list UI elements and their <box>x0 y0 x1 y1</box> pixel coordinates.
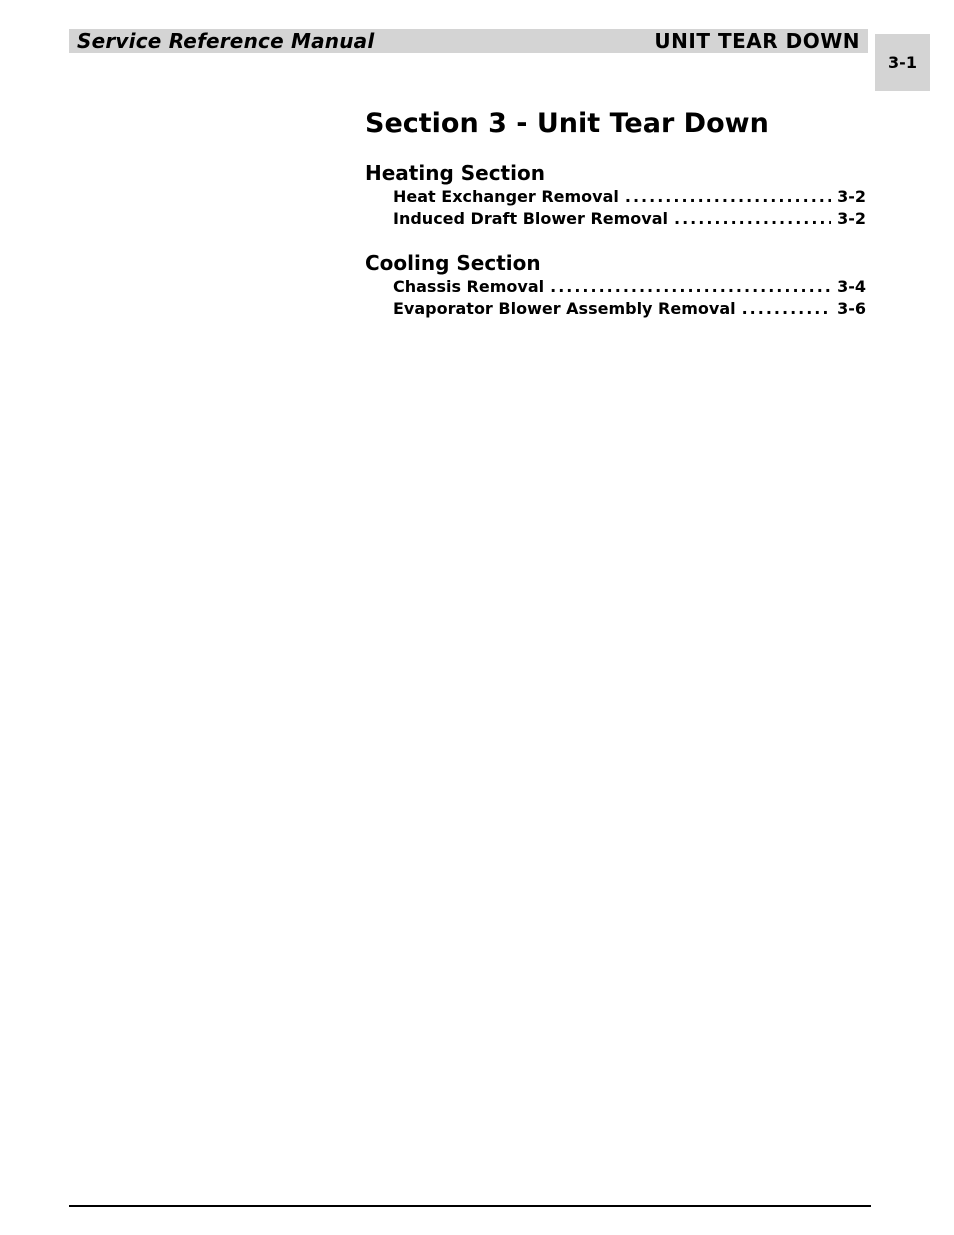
toc-group-heating <box>365 160 866 230</box>
toc-dot-leader <box>625 186 831 208</box>
toc-entry-induced-draft-blower-removal[interactable] <box>393 208 866 230</box>
toc-entry-evaporator-blower-assembly-removal[interactable] <box>393 298 866 320</box>
toc-entry-label: Induced Draft Blower Removal <box>393 209 669 228</box>
toc-entry-label: Heat Exchanger Removal <box>393 187 619 206</box>
toc-entry-page: 3-2 <box>837 187 866 206</box>
toc-group-cooling <box>365 250 866 320</box>
toc-dot-leader <box>550 276 831 298</box>
toc-entry-label: Evaporator Blower Assembly Removal <box>393 299 736 318</box>
toc-entry-label: Chassis Removal <box>393 277 545 296</box>
chapter-title: UNIT TEAR DOWN <box>654 29 860 53</box>
toc-entry-page: 3-2 <box>837 209 866 228</box>
toc-dot-leader <box>742 298 832 320</box>
toc-entry-page: 3-4 <box>837 277 866 296</box>
manual-title: Service Reference Manual <box>77 29 375 53</box>
table-of-contents <box>365 106 866 340</box>
toc-entry-chassis-removal[interactable] <box>393 276 866 298</box>
running-header <box>69 29 868 53</box>
toc-entry-heat-exchanger-removal[interactable] <box>393 186 866 208</box>
toc-dot-leader <box>674 208 831 230</box>
toc-entry-page: 3-6 <box>837 299 866 318</box>
footer-rule <box>69 1205 871 1207</box>
toc-group-heading: Heating Section <box>365 161 545 185</box>
toc-group-heading: Cooling Section <box>365 251 541 275</box>
page-number-tab: 3-1 <box>875 34 930 91</box>
section-title: Section 3 - Unit Tear Down <box>365 108 769 139</box>
